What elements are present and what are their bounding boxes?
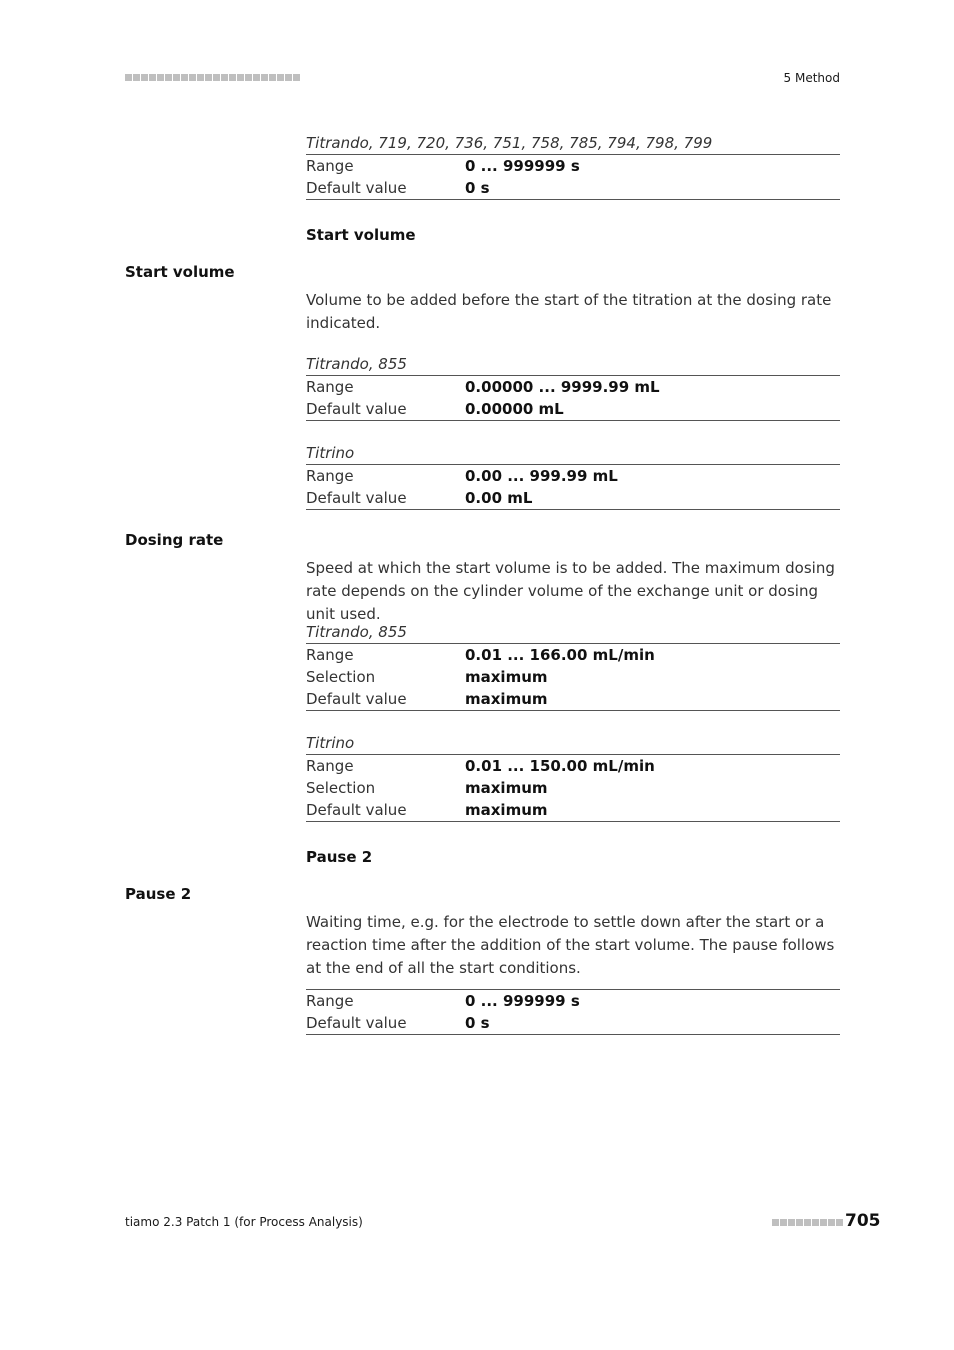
parameter-description-dosing-rate: Speed at which the start volume is to be added. The maximum dosing rate depends on the cylinder volume of the exchange unit or dosing unit used. bbox=[306, 559, 835, 623]
table-row bbox=[306, 465, 840, 487]
header-decoration bbox=[125, 73, 300, 83]
row-label: Range bbox=[306, 992, 354, 1010]
table-row bbox=[306, 177, 840, 199]
dosing-rate-table-titrando bbox=[306, 621, 840, 711]
row-label: Default value bbox=[306, 690, 407, 708]
table-row bbox=[306, 688, 840, 710]
row-value: maximum bbox=[465, 668, 548, 686]
row-value: maximum bbox=[465, 690, 548, 708]
table-row bbox=[306, 755, 840, 777]
row-value: 0.01 ... 150.00 mL/min bbox=[465, 757, 655, 775]
row-value: 0.00 mL bbox=[465, 489, 533, 507]
parameter-description-pause-2: Waiting time, e.g. for the electrode to settle down after the start or a reaction time after the addition of the start volume. The pause follows at the end of all the start conditions. bbox=[306, 913, 835, 977]
row-value: 0.01 ... 166.00 mL/min bbox=[465, 646, 655, 664]
row-label: Selection bbox=[306, 779, 376, 797]
table-title: Titrino bbox=[306, 442, 840, 465]
row-value: 0 ... 999999 s bbox=[465, 992, 580, 1010]
row-value: 0 s bbox=[465, 179, 490, 197]
page-number: 705 bbox=[845, 1211, 881, 1231]
row-label: Default value bbox=[306, 179, 407, 197]
footer-decoration bbox=[772, 1219, 843, 1226]
pause1-table bbox=[306, 132, 840, 200]
parameter-description-start-volume: Volume to be added before the start of the titration at the dosing rate indicated. bbox=[306, 291, 832, 332]
row-value: maximum bbox=[465, 801, 548, 819]
footer-product: tiamo 2.3 Patch 1 (for Process Analysis) bbox=[125, 1215, 363, 1229]
row-label: Range bbox=[306, 757, 354, 775]
table-row bbox=[306, 799, 840, 821]
row-value: 0 ... 999999 s bbox=[465, 157, 580, 175]
table-row bbox=[306, 1012, 840, 1034]
row-value: 0.00000 ... 9999.99 mL bbox=[465, 378, 660, 396]
table-title: Titrando, 855 bbox=[306, 353, 840, 376]
section-subheading-pause-2: Pause 2 bbox=[306, 848, 373, 866]
table-title: Titrino bbox=[306, 732, 840, 755]
table-row bbox=[306, 376, 840, 398]
row-label: Default value bbox=[306, 400, 407, 418]
row-value: 0.00000 mL bbox=[465, 400, 564, 418]
table-title: Titrando, 855 bbox=[306, 621, 840, 644]
parameter-heading-pause-2: Pause 2 bbox=[125, 885, 192, 903]
row-label: Range bbox=[306, 378, 354, 396]
row-label: Default value bbox=[306, 489, 407, 507]
table-row bbox=[306, 644, 840, 666]
table-row bbox=[306, 666, 840, 688]
row-label: Range bbox=[306, 467, 354, 485]
row-label: Default value bbox=[306, 801, 407, 819]
table-title: Titrando, 719, 720, 736, 751, 758, 785, 794, 798, 799 bbox=[306, 132, 840, 155]
section-subheading-start-volume: Start volume bbox=[306, 226, 416, 244]
parameter-heading-start-volume: Start volume bbox=[125, 263, 235, 281]
table-row bbox=[306, 990, 840, 1012]
table-row bbox=[306, 155, 840, 177]
row-value: 0.00 ... 999.99 mL bbox=[465, 467, 618, 485]
row-label: Range bbox=[306, 646, 354, 664]
table-row bbox=[306, 398, 840, 420]
row-value: 0 s bbox=[465, 1014, 490, 1032]
row-value: maximum bbox=[465, 779, 548, 797]
header-chapter: 5 Method bbox=[783, 71, 840, 85]
start-volume-table-titrino bbox=[306, 442, 840, 510]
row-label: Selection bbox=[306, 668, 376, 686]
parameter-heading-dosing-rate: Dosing rate bbox=[125, 531, 224, 549]
row-label: Range bbox=[306, 157, 354, 175]
start-volume-table-titrando bbox=[306, 353, 840, 421]
row-label: Default value bbox=[306, 1014, 407, 1032]
pause2-table bbox=[306, 989, 840, 1035]
table-row bbox=[306, 777, 840, 799]
table-row bbox=[306, 487, 840, 509]
dosing-rate-table-titrino bbox=[306, 732, 840, 822]
